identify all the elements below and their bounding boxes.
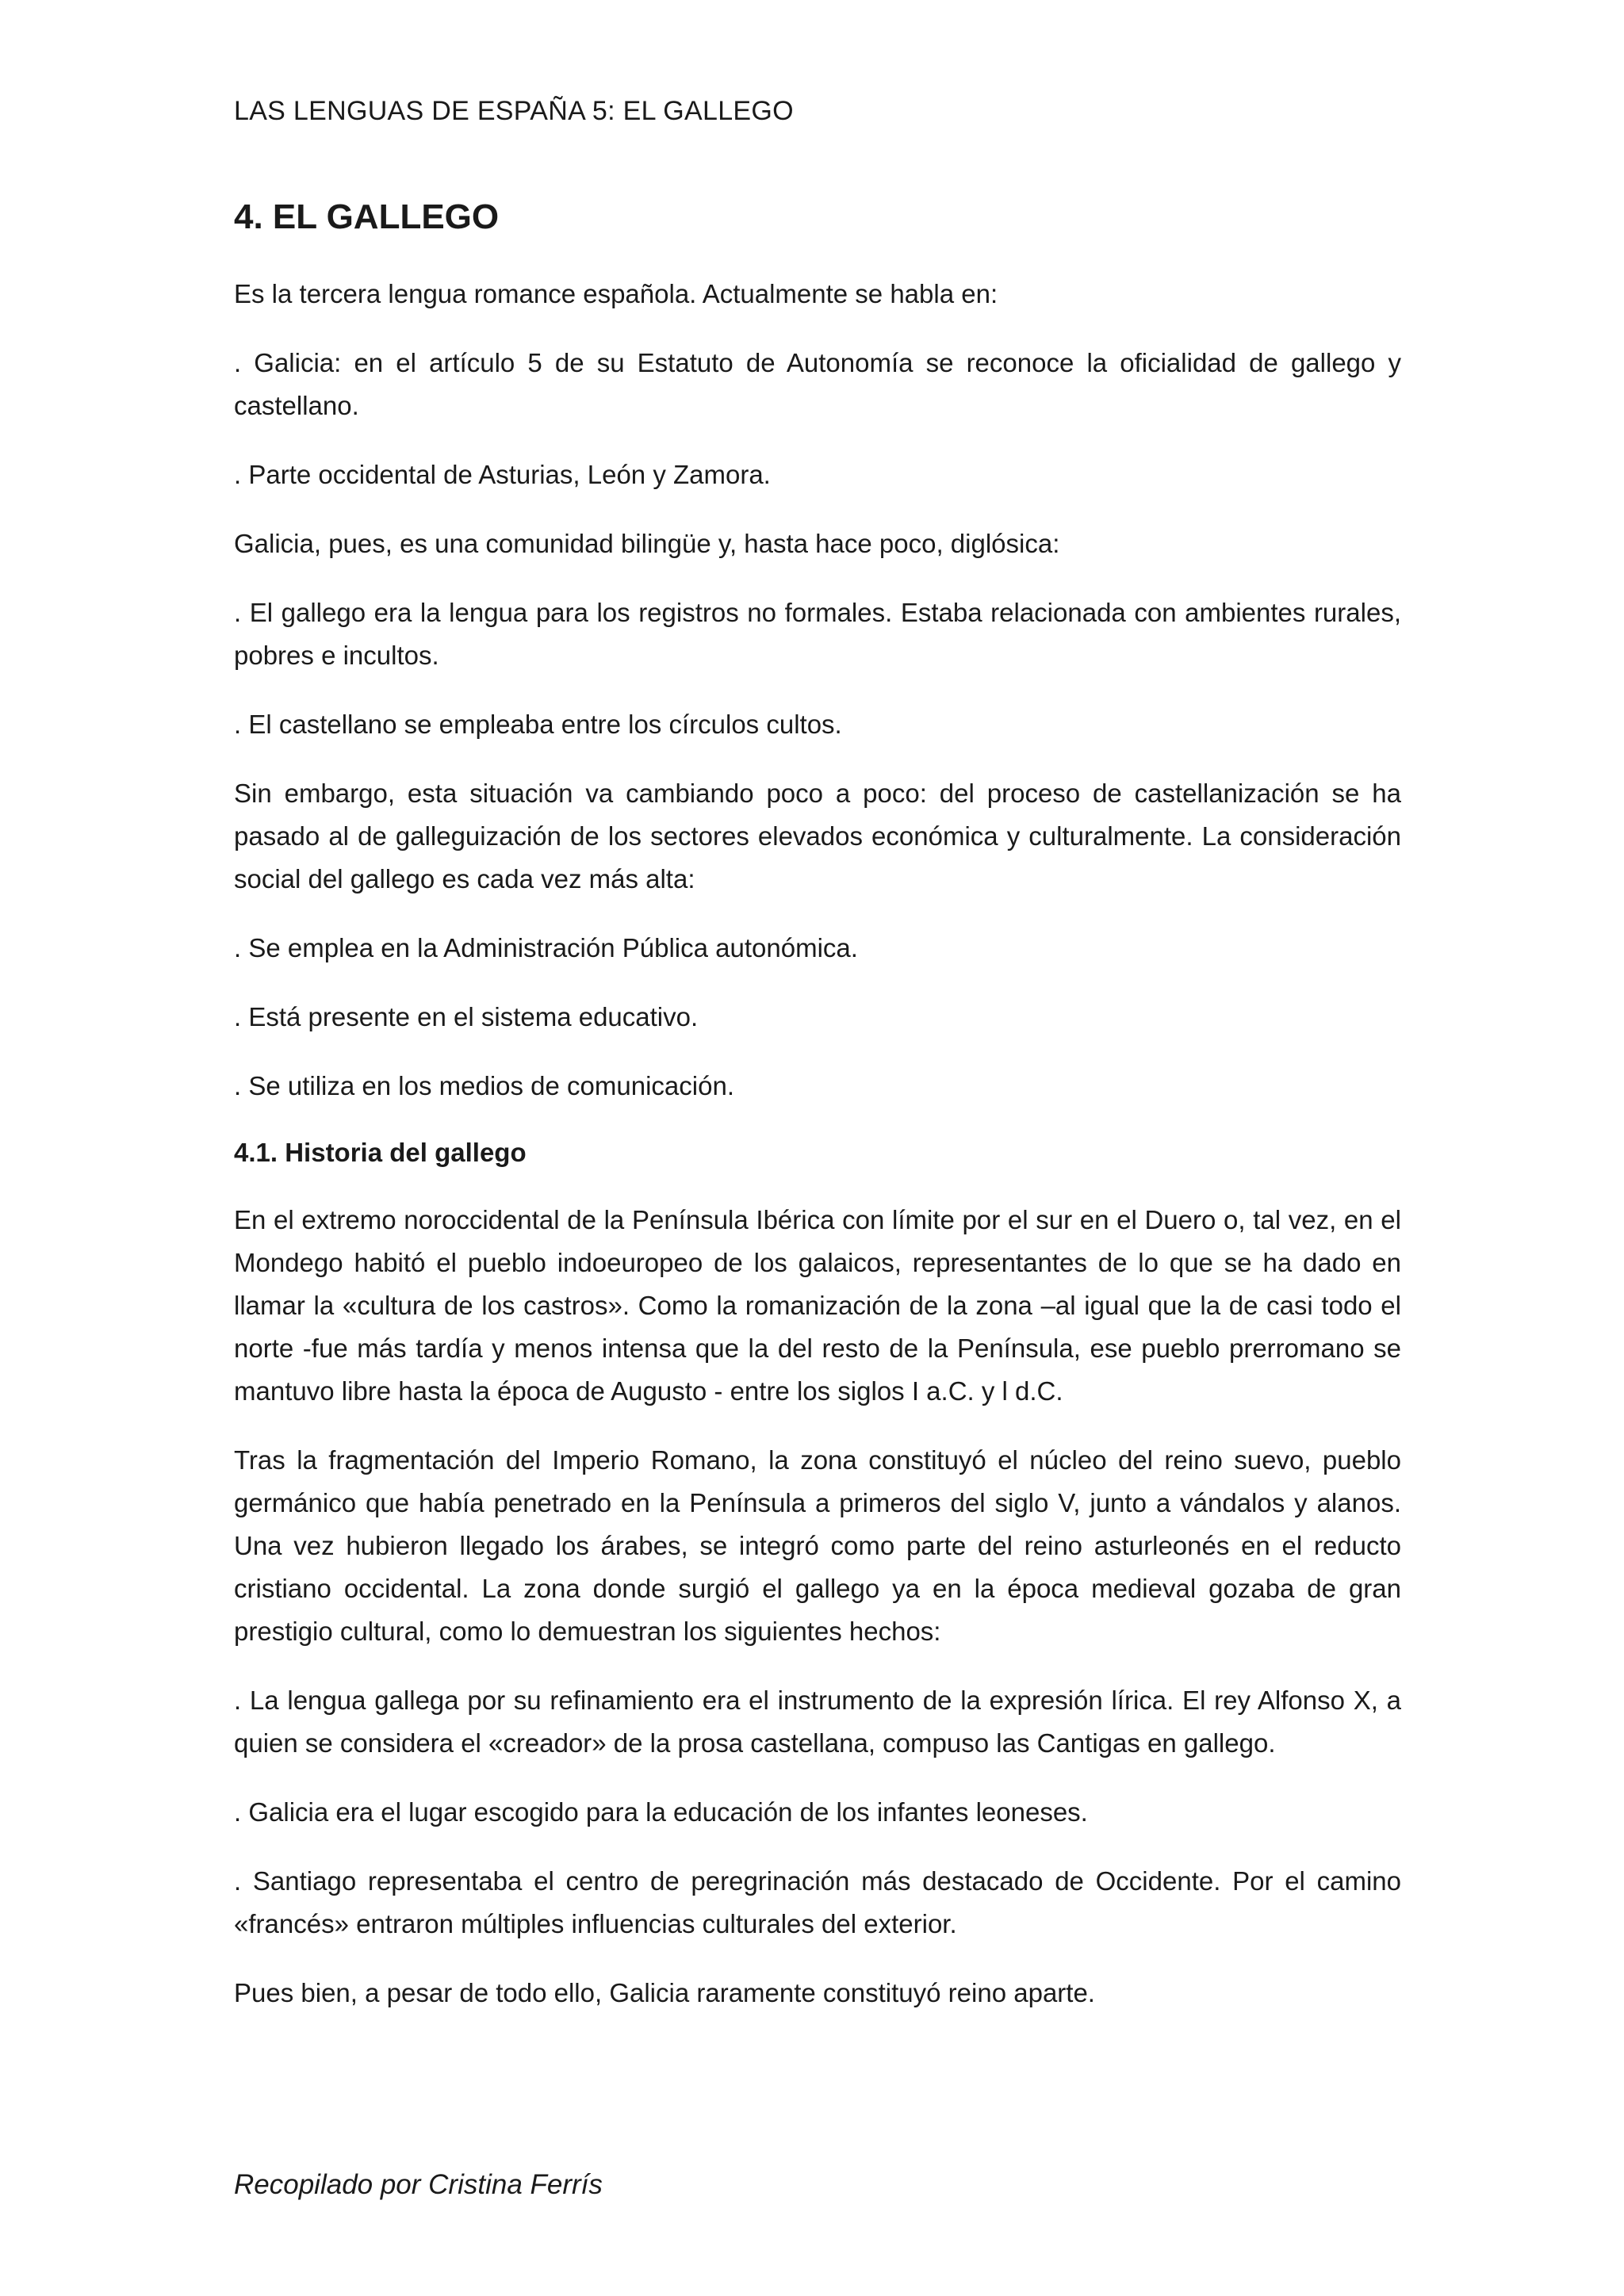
paragraph: Galicia, pues, es una comunidad bilingüe y, hasta hace poco, diglósica: (234, 529, 1060, 558)
paragraph: Es la tercera lengua romance española. Actualmente se habla en: (234, 279, 998, 308)
paragraph: . El gallego era la lengua para los registros no formales. Estaba relacionada con ambientes rurales, pobres e incultos. (234, 598, 1401, 670)
paragraph: Tras la fragmentación del Imperio Romano, la zona constituyó el núcleo del reino suevo, pueblo germánico que había penetrado en la Península a primeros del siglo V, junto a vándalos y alanos. Una vez hubieron llegado los árabes, se integró como parte del reino asturleonés en el reducto cristiano occidental. La zona donde surgió el gallego ya en la época medieval gozaba de gran prestigio cultural, como lo demuestran los siguientes hechos: (234, 1445, 1401, 1646)
paragraph: . El castellano se empleaba entre los círculos cultos. (234, 710, 842, 739)
paragraph: . Galicia era el lugar escogido para la educación de los infantes leoneses. (234, 1797, 1088, 1827)
paragraph: Pues bien, a pesar de todo ello, Galicia raramente constituyó reino aparte. (234, 1978, 1095, 2007)
paragraph: . Se emplea en la Administración Pública autonómica. (234, 933, 858, 962)
paragraph: . Parte occidental de Asturias, León y Zamora. (234, 460, 771, 489)
paragraph: . La lengua gallega por su refinamiento era el instrumento de la expresión lírica. El rey Alfonso X, a quien se considera el «creador» de la prosa castellana, compuso las Cantigas en gallego. (234, 1686, 1401, 1758)
document-body (234, 193, 1401, 2041)
paragraph: En el extremo noroccidental de la Península Ibérica con límite por el sur en el Duero o, tal vez, en el Mondego habitó el pueblo indoeuropeo de los galaicos, representantes de lo que se ha dado en llamar la «cultura de los castros». Como la romanización de la zona –al igual que la de casi todo el norte -fue más tardía y menos intensa que la del resto de la Península, ese pueblo prerromano se mantuvo libre hasta la época de Augusto - entre los siglos I a.C. y l d.C. (234, 1205, 1401, 1406)
page-header: LAS LENGUAS DE ESPAÑA 5: EL GALLEGO (234, 96, 794, 126)
paragraph: . Se utiliza en los medios de comunicación. (234, 1071, 734, 1100)
paragraph: Sin embargo, esta situación va cambiando poco a poco: del proceso de castellanización se ha pasado al de galleguización de los sectores elevados económica y culturalmente. La consideración social del gallego es cada vez más alta: (234, 779, 1401, 894)
paragraph: . Está presente en el sistema educativo. (234, 1002, 699, 1031)
page-footer: Recopilado por Cristina Ferrís (234, 2169, 603, 2200)
section-title: 4. EL GALLEGO (234, 197, 500, 236)
paragraph: . Santiago representaba el centro de peregrinación más destacado de Occidente. Por el camino «francés» entraron múltiples influencias culturales del exterior. (234, 1866, 1401, 1938)
subsection-title: 4.1. Historia del gallego (234, 1138, 527, 1167)
paragraph: . Galicia: en el artículo 5 de su Estatuto de Autonomía se reconoce la oficialidad de gallego y castellano. (234, 348, 1401, 420)
